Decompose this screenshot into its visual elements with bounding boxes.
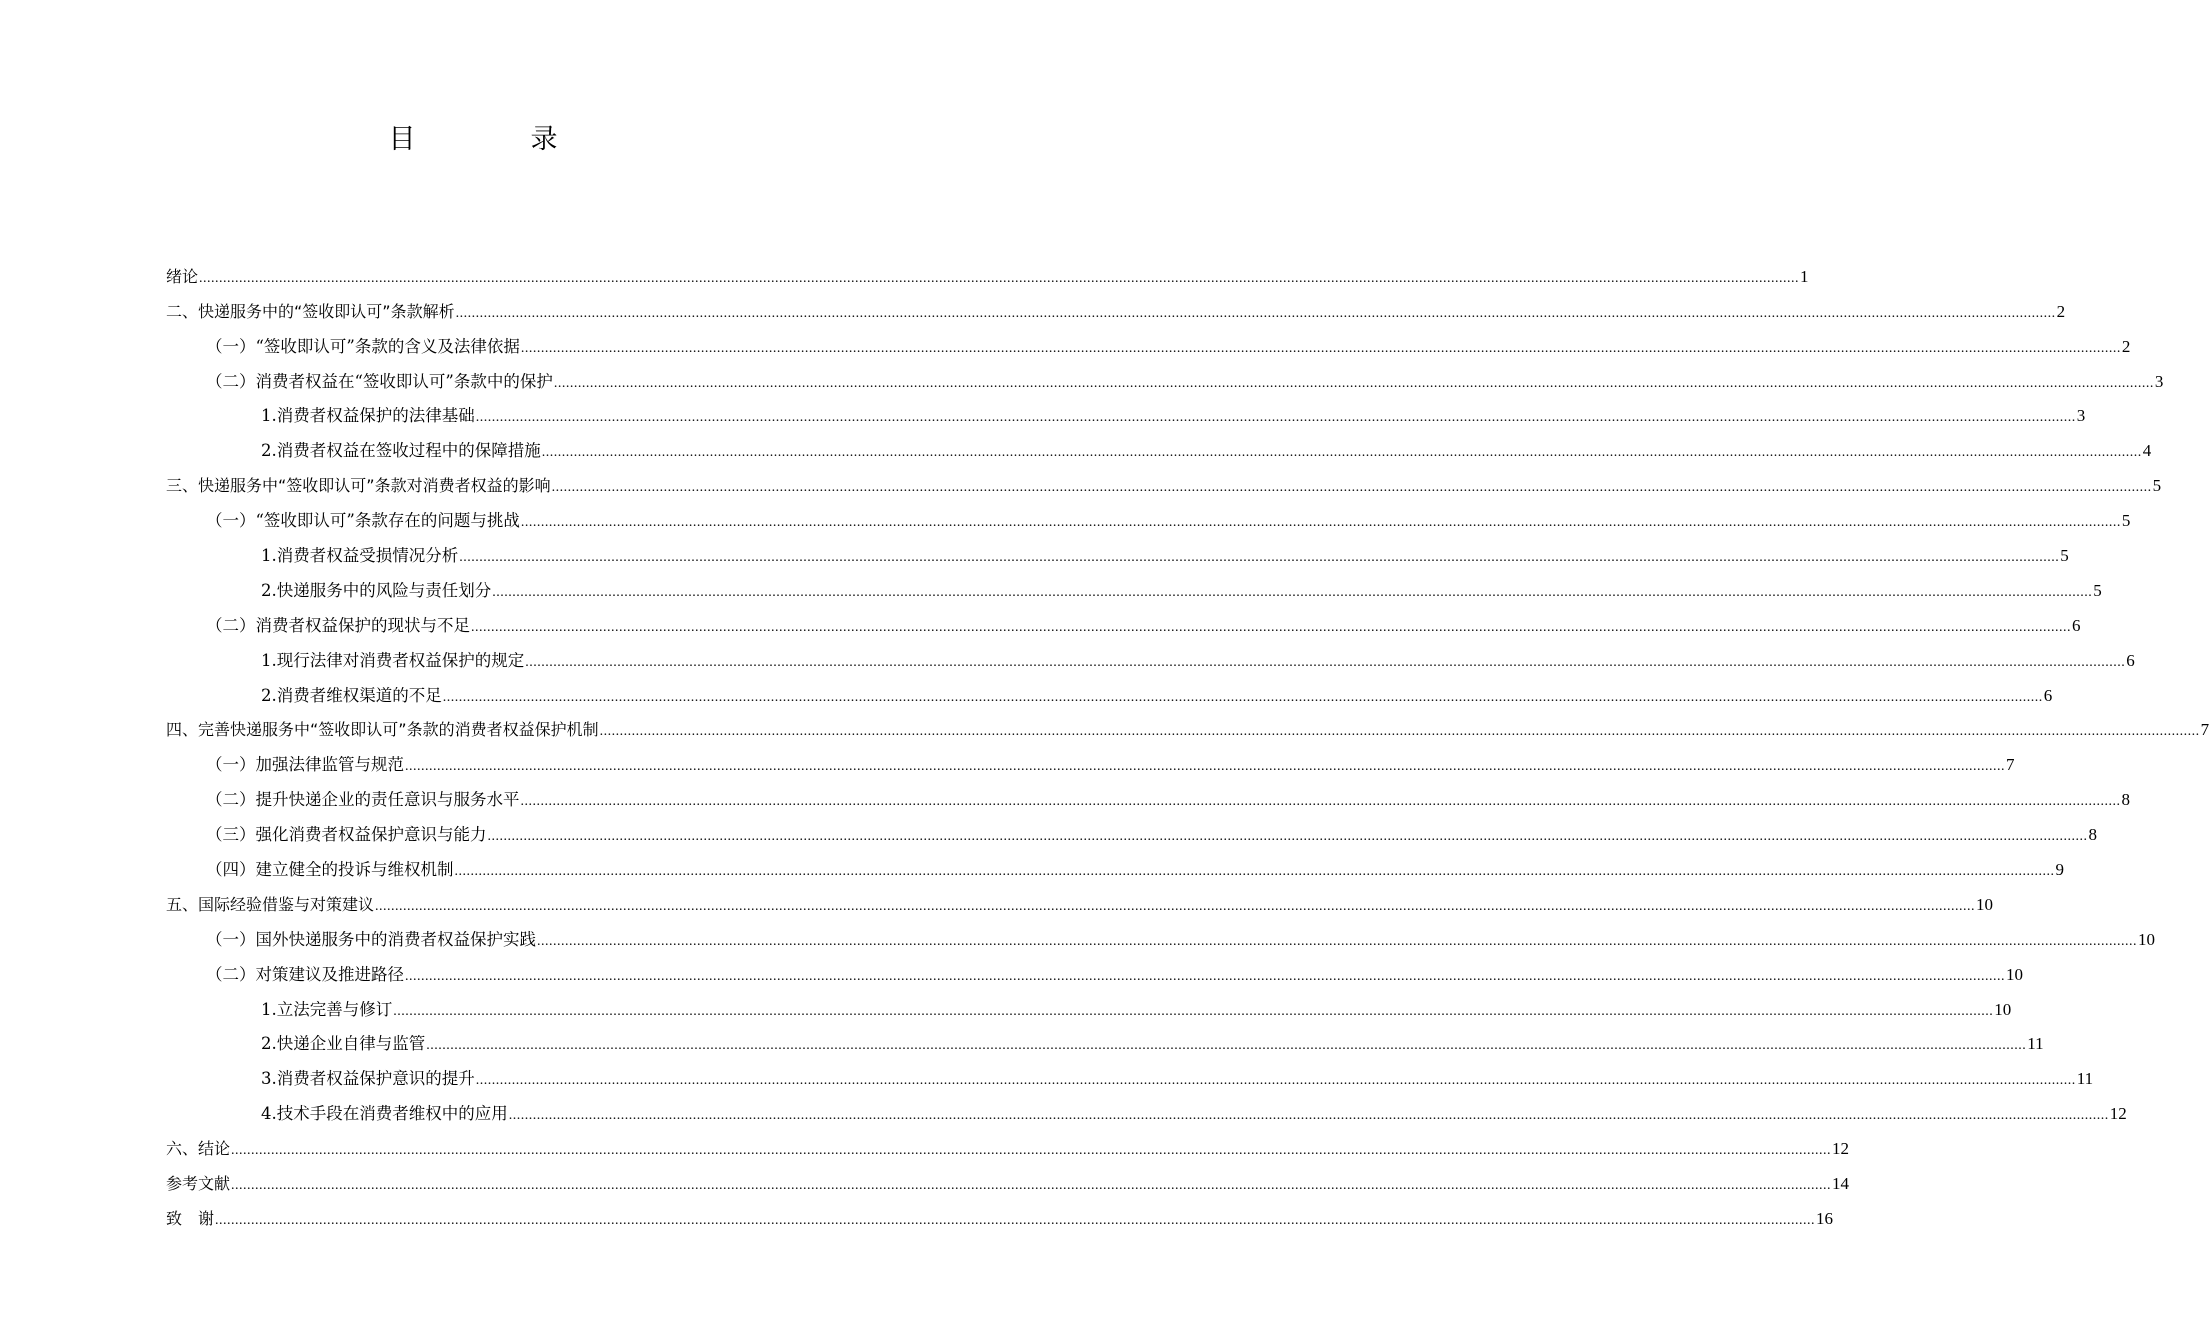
toc-leader-dots: ................................................................................................................................................................................................................................................................................................................................................................................................................	[492, 584, 2093, 600]
toc-page-number: 10	[1976, 894, 1994, 914]
toc-page-number: 5	[2121, 511, 2131, 531]
toc-entry-label: （三）强化消费者权益保护意识与能力	[206, 825, 487, 845]
toc-entry-label: 3.消费者权益保护意识的提升	[261, 1069, 475, 1089]
toc-leader-dots: ................................................................................................................................................................................................................................................................................................................................................................................................................	[520, 794, 2121, 810]
toc-page-number: 8	[2121, 790, 2130, 810]
toc-leader-dots: ................................................................................................................................................................................................................................................................................................................................................................................................................	[231, 1143, 1832, 1159]
toc-entry-label: （一）加强法律监管与规范	[206, 755, 404, 775]
toc-entry[interactable]	[166, 741, 2015, 776]
toc-leader-dots: ................................................................................................................................................................................................................................................................................................................................................................................................................	[405, 968, 2005, 984]
toc-entry-label: （二）消费者权益在“签收即认可”条款中的保护	[206, 371, 553, 391]
toc-page-number: 3	[2154, 371, 2164, 391]
toc-page-number: 10	[2138, 929, 2155, 949]
toc-entry[interactable]	[166, 881, 1994, 916]
toc-entry[interactable]	[166, 1055, 2094, 1090]
toc-entry-label: 2.消费者权益在签收过程中的保障措施	[261, 441, 541, 461]
toc-entry[interactable]	[166, 567, 2102, 602]
toc-leader-dots: ................................................................................................................................................................................................................................................................................................................................................................................................................	[471, 619, 2071, 635]
toc-entry[interactable]	[166, 846, 2064, 881]
toc-entry[interactable]	[166, 1125, 1850, 1160]
toc-entry-label: （一）国外快递服务中的消费者权益保护实践	[206, 929, 536, 949]
toc-leader-dots: ................................................................................................................................................................................................................................................................................................................................................................................................................	[454, 864, 2055, 880]
table-of-contents	[166, 253, 2209, 1230]
toc-page-number: 14	[1832, 1174, 1850, 1194]
toc-leader-dots: ................................................................................................................................................................................................................................................................................................................................................................................................................	[375, 898, 1976, 914]
toc-entry[interactable]	[166, 497, 2131, 532]
toc-entry[interactable]	[166, 462, 2162, 497]
toc-entry-label: （四）建立健全的投诉与维权机制	[206, 860, 454, 880]
toc-entry-label: 致 谢	[166, 1208, 215, 1228]
toc-entry-label: （一）“签收即认可”条款的含义及法律依据	[206, 336, 520, 356]
toc-entry-label: 五、国际经验借鉴与对策建议	[166, 894, 375, 914]
toc-entry-label: 参考文献	[166, 1174, 231, 1194]
toc-leader-dots: ................................................................................................................................................................................................................................................................................................................................................................................................................	[520, 515, 2121, 531]
toc-entry[interactable]	[166, 323, 2131, 358]
toc-entry-label: 2.消费者维权渠道的不足	[261, 685, 442, 705]
toc-leader-dots: ................................................................................................................................................................................................................................................................................................................................................................................................................	[199, 270, 1800, 286]
toc-entry-label: 2.快递企业自律与监管	[261, 1034, 426, 1054]
toc-page-number: 8	[2088, 825, 2097, 845]
toc-entry[interactable]	[166, 1195, 1834, 1230]
toc-entry[interactable]	[166, 986, 2012, 1021]
toc-leader-dots: ................................................................................................................................................................................................................................................................................................................................................................................................................	[231, 1178, 1832, 1194]
toc-entry[interactable]	[166, 951, 2023, 986]
toc-leader-dots: ................................................................................................................................................................................................................................................................................................................................................................................................................	[551, 480, 2152, 496]
toc-entry[interactable]	[166, 1021, 2044, 1056]
toc-page-number: 5	[2152, 476, 2162, 496]
toc-leader-dots: ................................................................................................................................................................................................................................................................................................................................................................................................................	[475, 410, 2076, 426]
toc-leader-dots: ................................................................................................................................................................................................................................................................................................................................................................................................................	[525, 654, 2126, 670]
toc-entry-label: 1.消费者权益受损情况分析	[261, 546, 459, 566]
toc-page-number: 1	[1800, 266, 1809, 286]
toc-page-number: 10	[1994, 999, 2012, 1019]
toc-page-number: 7	[2006, 755, 2015, 775]
toc-leader-dots: ................................................................................................................................................................................................................................................................................................................................................................................................................	[520, 340, 2121, 356]
toc-page-number: 10	[2006, 964, 2023, 984]
toc-page-number: 6	[2126, 650, 2135, 670]
toc-page-number: 9	[2055, 860, 2064, 880]
toc-page-number: 6	[2043, 685, 2053, 705]
toc-entry[interactable]	[166, 672, 2053, 707]
toc-entry-label: （二）对策建议及推进路径	[206, 964, 404, 984]
toc-leader-dots: ................................................................................................................................................................................................................................................................................................................................................................................................................	[215, 1212, 1816, 1228]
toc-page-number: 5	[2060, 546, 2069, 566]
toc-leader-dots: ................................................................................................................................................................................................................................................................................................................................................................................................................	[541, 445, 2142, 461]
toc-page-number: 12	[1832, 1139, 1850, 1159]
toc-leader-dots: ................................................................................................................................................................................................................................................................................................................................................................................................................	[426, 1038, 2027, 1054]
toc-leader-dots: ................................................................................................................................................................................................................................................................................................................................................................................................................	[508, 1108, 2109, 1124]
toc-entry-label: 1.立法完善与修订	[261, 999, 393, 1019]
toc-entry-label: 2.快递服务中的风险与责任划分	[261, 580, 492, 600]
toc-entry-label: （二）消费者权益保护的现状与不足	[206, 615, 470, 635]
toc-entry[interactable]	[166, 358, 2164, 393]
toc-entry-label: 三、快递服务中“签收即认可”条款对消费者权益的影响	[166, 476, 551, 496]
toc-page-number: 11	[2027, 1034, 2044, 1054]
toc-entry-label: （一）“签收即认可”条款存在的问题与挑战	[206, 511, 520, 531]
toc-leader-dots: ................................................................................................................................................................................................................................................................................................................................................................................................................	[537, 933, 2137, 949]
toc-leader-dots: ................................................................................................................................................................................................................................................................................................................................................................................................................	[599, 724, 2200, 740]
toc-page-number: 4	[2142, 441, 2152, 461]
toc-entry[interactable]	[166, 393, 2086, 428]
toc-entry[interactable]	[166, 532, 2069, 567]
toc-leader-dots: ................................................................................................................................................................................................................................................................................................................................................................................................................	[442, 689, 2043, 705]
toc-entry-label: 1.消费者权益保护的法律基础	[261, 406, 475, 426]
toc-page-number: 11	[2076, 1069, 2094, 1089]
toc-entry-label: 1.现行法律对消费者权益保护的规定	[261, 650, 525, 670]
toc-entry[interactable]	[166, 602, 2081, 637]
toc-entry-label: （二）提升快递企业的责任意识与服务水平	[206, 790, 520, 810]
toc-page-number: 5	[2093, 580, 2102, 600]
toc-page-number: 16	[1816, 1208, 1834, 1228]
toc-leader-dots: ................................................................................................................................................................................................................................................................................................................................................................................................................	[487, 829, 2088, 845]
toc-page-number: 2	[2121, 336, 2131, 356]
toc-entry-label: 四、完善快递服务中“签收即认可”条款的消费者权益保护机制	[166, 720, 599, 740]
toc-entry[interactable]	[166, 916, 2155, 951]
toc-leader-dots: ................................................................................................................................................................................................................................................................................................................................................................................................................	[455, 305, 2056, 321]
toc-leader-dots: ................................................................................................................................................................................................................................................................................................................................................................................................................	[405, 759, 2005, 775]
toc-entry-label: 4.技术手段在消费者维权中的应用	[261, 1104, 508, 1124]
toc-entry[interactable]	[166, 1160, 1850, 1195]
toc-page-number: 2	[2056, 301, 2066, 321]
toc-title: 目 录	[388, 124, 602, 155]
toc-entry-label: 六、结论	[166, 1139, 231, 1159]
toc-page-number: 7	[2200, 720, 2209, 740]
toc-page-number: 12	[2109, 1104, 2127, 1124]
toc-page-number: 3	[2076, 406, 2086, 426]
toc-entry-label: 二、快递服务中的“签收即认可”条款解析	[166, 301, 455, 321]
toc-entry[interactable]	[166, 637, 2135, 672]
toc-entry[interactable]	[166, 776, 2130, 811]
toc-entry[interactable]	[166, 811, 2097, 846]
toc-leader-dots: ................................................................................................................................................................................................................................................................................................................................................................................................................	[475, 1073, 2076, 1089]
toc-entry[interactable]	[166, 1090, 2127, 1125]
toc-page-number: 6	[2072, 615, 2081, 635]
toc-leader-dots: ................................................................................................................................................................................................................................................................................................................................................................................................................	[393, 1003, 1994, 1019]
toc-leader-dots: ................................................................................................................................................................................................................................................................................................................................................................................................................	[459, 550, 2060, 566]
toc-entry[interactable]	[166, 707, 2209, 742]
toc-entry-label: 绪论	[166, 266, 199, 286]
toc-leader-dots: ................................................................................................................................................................................................................................................................................................................................................................................................................	[553, 375, 2154, 391]
toc-entry[interactable]	[166, 253, 1809, 288]
toc-entry[interactable]	[166, 288, 2066, 323]
toc-entry[interactable]	[166, 427, 2152, 462]
